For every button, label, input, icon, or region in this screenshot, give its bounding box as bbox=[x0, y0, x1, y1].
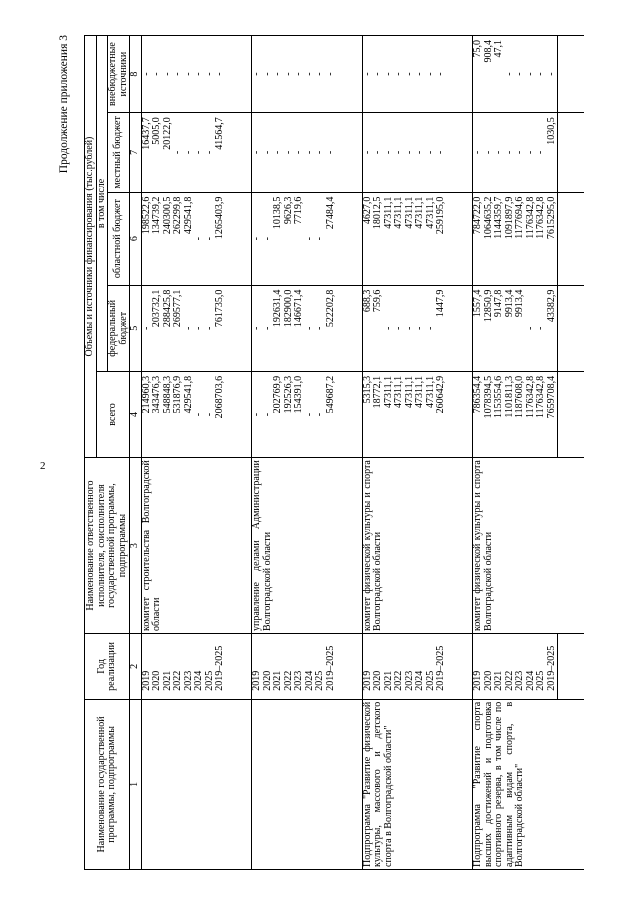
spacer-cell bbox=[558, 634, 584, 700]
local-value-cell: - bbox=[384, 113, 395, 192]
year-cell: 2019–2025 bbox=[547, 634, 558, 700]
spacer-cell bbox=[336, 36, 362, 113]
year-cell: 2019 bbox=[473, 634, 484, 700]
spacer-cell bbox=[558, 113, 584, 192]
total-value-cell: 47311,1 bbox=[394, 371, 405, 457]
year-cell: 2023 bbox=[184, 634, 195, 700]
spacer-cell bbox=[226, 113, 252, 192]
local-value-cell: - bbox=[305, 113, 316, 192]
total-value-cell: - bbox=[305, 371, 316, 457]
year-cell: 2021 bbox=[494, 634, 505, 700]
local-value-cell: - bbox=[252, 113, 263, 192]
extra-value-cell: - bbox=[215, 36, 226, 113]
local-value-cell: - bbox=[173, 113, 184, 192]
local-value-cell: - bbox=[515, 113, 526, 192]
spacer-cell bbox=[558, 371, 584, 457]
total-value-cell: 260642,9 bbox=[436, 371, 447, 457]
federal-value-cell: 1557,4 bbox=[473, 285, 484, 371]
total-value-cell: 429541,8 bbox=[184, 371, 195, 457]
regional-value-cell: 47311,1 bbox=[405, 192, 416, 285]
federal-value-cell: - bbox=[252, 285, 263, 371]
federal-value-cell: - bbox=[305, 285, 316, 371]
local-value-cell: - bbox=[473, 113, 484, 192]
header-colnum-5: 5 bbox=[130, 285, 142, 371]
extra-value-cell: - bbox=[526, 36, 537, 113]
extra-value-cell: - bbox=[547, 36, 558, 113]
header-federal: федеральный бюджет bbox=[108, 285, 130, 371]
year-cell: 2025 bbox=[426, 634, 437, 700]
regional-value-cell: 1177694,6 bbox=[515, 192, 526, 285]
regional-value-cell: 262299,8 bbox=[173, 192, 184, 285]
extra-value-cell: - bbox=[326, 36, 337, 113]
local-value-cell: - bbox=[436, 113, 447, 192]
federal-value-cell: - bbox=[384, 285, 395, 371]
local-value-cell: - bbox=[284, 113, 295, 192]
year-cell: 2024 bbox=[415, 634, 426, 700]
regional-value-cell: 1176342,8 bbox=[526, 192, 537, 285]
local-value-cell: - bbox=[494, 113, 505, 192]
regional-value-cell: 198522,6 bbox=[141, 192, 152, 285]
header-colnum-4: 4 bbox=[130, 371, 142, 457]
year-cell: 2019–2025 bbox=[326, 634, 337, 700]
total-value-cell: 531876,9 bbox=[173, 371, 184, 457]
extra-value-cell: - bbox=[436, 36, 447, 113]
spacer-cell bbox=[336, 113, 362, 192]
total-value-cell: 1101811,3 bbox=[505, 371, 516, 457]
spacer-cell bbox=[447, 113, 473, 192]
spacer-cell bbox=[226, 371, 252, 457]
program-name-cell bbox=[252, 699, 363, 869]
extra-value-cell: - bbox=[173, 36, 184, 113]
header-extra: внебюджетные источники bbox=[108, 36, 130, 113]
federal-value-cell: 522202,8 bbox=[326, 285, 337, 371]
local-value-cell: - bbox=[373, 113, 384, 192]
header-year: Год реализации bbox=[85, 634, 130, 700]
extra-value-cell: - bbox=[305, 36, 316, 113]
year-cell: 2020 bbox=[373, 634, 384, 700]
regional-value-cell: 47311,1 bbox=[394, 192, 405, 285]
year-cell: 2023 bbox=[294, 634, 305, 700]
total-value-cell: 5315,3 bbox=[362, 371, 373, 457]
spacer-cell bbox=[447, 192, 473, 285]
regional-value-cell: 27484,4 bbox=[326, 192, 337, 285]
extra-value-cell: - bbox=[426, 36, 437, 113]
regional-value-cell: 259195,0 bbox=[436, 192, 447, 285]
program-name-cell: Подпрограмма "Развитие физической культуры, массового и детского спорта в Волгоградской области" bbox=[362, 699, 473, 869]
local-value-cell: 5005,0 bbox=[152, 113, 163, 192]
federal-value-cell: - bbox=[205, 285, 216, 371]
year-cell: 2022 bbox=[505, 634, 516, 700]
total-value-cell: - bbox=[263, 371, 274, 457]
financing-table-wrapper bbox=[84, 35, 584, 870]
extra-value-cell: - bbox=[515, 36, 526, 113]
local-value-cell: - bbox=[362, 113, 373, 192]
federal-value-cell: - bbox=[415, 285, 426, 371]
year-cell: 2020 bbox=[152, 634, 163, 700]
header-regional: областной бюджет bbox=[108, 192, 130, 285]
spacer-cell bbox=[336, 371, 362, 457]
total-value-cell: 18772,1 bbox=[373, 371, 384, 457]
local-value-cell: - bbox=[294, 113, 305, 192]
extra-value-cell: - bbox=[294, 36, 305, 113]
regional-value-cell: 47311,1 bbox=[415, 192, 426, 285]
year-cell: 2020 bbox=[263, 634, 274, 700]
total-value-cell: 1176342,8 bbox=[526, 371, 537, 457]
spacer-cell bbox=[336, 634, 362, 700]
header-total: всего bbox=[96, 371, 130, 457]
total-value-cell: 192526,3 bbox=[284, 371, 295, 457]
regional-value-cell: 1176342,8 bbox=[536, 192, 547, 285]
extra-value-cell: - bbox=[184, 36, 195, 113]
extra-value-cell: - bbox=[394, 36, 405, 113]
federal-value-cell: - bbox=[536, 285, 547, 371]
local-value-cell: - bbox=[184, 113, 195, 192]
year-cell: 2021 bbox=[273, 634, 284, 700]
local-value-cell: - bbox=[205, 113, 216, 192]
extra-value-cell: - bbox=[284, 36, 295, 113]
regional-value-cell: - bbox=[205, 192, 216, 285]
page-number: 2 bbox=[40, 460, 46, 472]
total-value-cell: 7659708,4 bbox=[547, 371, 558, 457]
local-value-cell: - bbox=[315, 113, 326, 192]
executor-name-cell: управление делами Администрации Волгоградской области bbox=[252, 458, 363, 634]
federal-value-cell: - bbox=[263, 285, 274, 371]
total-value-cell: 343476,3 bbox=[152, 371, 163, 457]
federal-value-cell: 288425,8 bbox=[163, 285, 174, 371]
extra-value-cell: - bbox=[373, 36, 384, 113]
total-value-cell: 47311,1 bbox=[415, 371, 426, 457]
total-value-cell: 548848,3 bbox=[163, 371, 174, 457]
year-cell: 2022 bbox=[173, 634, 184, 700]
extra-value-cell: - bbox=[315, 36, 326, 113]
table-header bbox=[85, 36, 142, 870]
regional-value-cell: 7719,6 bbox=[294, 192, 305, 285]
header-program: Наименование государственной программы, подпрограммы bbox=[85, 699, 130, 869]
year-cell: 2020 bbox=[484, 634, 495, 700]
table-row bbox=[473, 36, 484, 870]
header-colnum-8: 8 bbox=[130, 36, 142, 113]
regional-value-cell: 429541,8 bbox=[184, 192, 195, 285]
executor-name-cell: комитет строительства Волгоградской области bbox=[141, 458, 252, 634]
spacer-cell bbox=[447, 371, 473, 457]
regional-value-cell: 1265403,9 bbox=[215, 192, 226, 285]
total-value-cell: 786354,4 bbox=[473, 371, 484, 457]
local-value-cell: 16437,7 bbox=[141, 113, 152, 192]
regional-value-cell: - bbox=[315, 192, 326, 285]
local-value-cell: - bbox=[536, 113, 547, 192]
federal-value-cell: 1447,9 bbox=[436, 285, 447, 371]
header-colnum-2: 2 bbox=[130, 634, 142, 700]
federal-value-cell: - bbox=[315, 285, 326, 371]
extra-value-cell: - bbox=[163, 36, 174, 113]
federal-value-cell: 182900,0 bbox=[284, 285, 295, 371]
year-cell: 2025 bbox=[536, 634, 547, 700]
total-value-cell: 47311,1 bbox=[426, 371, 437, 457]
federal-value-cell: - bbox=[394, 285, 405, 371]
regional-value-cell: - bbox=[305, 192, 316, 285]
extra-value-cell: 908,4 bbox=[484, 36, 495, 113]
local-value-cell: - bbox=[426, 113, 437, 192]
appendix-caption: Продолжение приложения 3 bbox=[58, 35, 70, 174]
year-cell: 2023 bbox=[405, 634, 416, 700]
total-value-cell: 2068703,6 bbox=[215, 371, 226, 457]
spacer-cell bbox=[447, 285, 473, 371]
year-cell: 2025 bbox=[205, 634, 216, 700]
local-value-cell: - bbox=[415, 113, 426, 192]
total-value-cell: 1153554,6 bbox=[494, 371, 505, 457]
federal-value-cell: 43382,9 bbox=[547, 285, 558, 371]
spacer-cell bbox=[226, 192, 252, 285]
spacer-cell bbox=[226, 285, 252, 371]
extra-value-cell: - bbox=[152, 36, 163, 113]
year-cell: 2025 bbox=[315, 634, 326, 700]
federal-value-cell: - bbox=[141, 285, 152, 371]
regional-value-cell: 18012,5 bbox=[373, 192, 384, 285]
year-cell: 2021 bbox=[384, 634, 395, 700]
header-colnum-3: 3 bbox=[130, 458, 142, 634]
extra-value-cell: - bbox=[362, 36, 373, 113]
total-value-cell: - bbox=[205, 371, 216, 457]
header-local: местный бюджет bbox=[108, 113, 130, 192]
local-value-cell: 20122,0 bbox=[163, 113, 174, 192]
total-value-cell: - bbox=[194, 371, 205, 457]
year-cell: 2019–2025 bbox=[215, 634, 226, 700]
regional-value-cell: 7615295,0 bbox=[547, 192, 558, 285]
local-value-cell: - bbox=[405, 113, 416, 192]
extra-value-cell: - bbox=[536, 36, 547, 113]
regional-value-cell: 9626,3 bbox=[284, 192, 295, 285]
executor-name-cell: комитет физической культуры и спорта Волгоградской области bbox=[473, 458, 584, 634]
federal-value-cell: 9147,8 bbox=[494, 285, 505, 371]
spacer-cell bbox=[558, 192, 584, 285]
federal-value-cell: - bbox=[405, 285, 416, 371]
extra-value-cell: - bbox=[384, 36, 395, 113]
extra-value-cell: - bbox=[205, 36, 216, 113]
header-financing-group: Объемы и источники финансирования (тыс.рублей) bbox=[85, 36, 97, 458]
regional-value-cell: - bbox=[194, 192, 205, 285]
federal-value-cell: 192631,4 bbox=[273, 285, 284, 371]
federal-value-cell: - bbox=[194, 285, 205, 371]
spacer-cell bbox=[447, 36, 473, 113]
header-colnum-7: 7 bbox=[130, 113, 142, 192]
financing-table bbox=[84, 35, 584, 870]
spacer-cell bbox=[558, 285, 584, 371]
year-cell: 2019 bbox=[252, 634, 263, 700]
spacer-cell bbox=[336, 285, 362, 371]
total-value-cell: 1187608,0 bbox=[515, 371, 526, 457]
total-value-cell: 202769,9 bbox=[273, 371, 284, 457]
regional-value-cell: 1144359,7 bbox=[494, 192, 505, 285]
total-value-cell: 1176342,8 bbox=[536, 371, 547, 457]
federal-value-cell: 9913,4 bbox=[515, 285, 526, 371]
local-value-cell: - bbox=[263, 113, 274, 192]
year-cell: 2021 bbox=[163, 634, 174, 700]
year-cell: 2019–2025 bbox=[436, 634, 447, 700]
local-value-cell: 1030,5 bbox=[547, 113, 558, 192]
extra-value-cell: 75,0 bbox=[473, 36, 484, 113]
extra-value-cell: - bbox=[273, 36, 284, 113]
year-cell: 2024 bbox=[305, 634, 316, 700]
header-colnum-1: 1 bbox=[130, 699, 142, 869]
total-value-cell: 47311,1 bbox=[405, 371, 416, 457]
table-row bbox=[362, 36, 373, 870]
regional-value-cell: - bbox=[263, 192, 274, 285]
total-value-cell: - bbox=[252, 371, 263, 457]
local-value-cell: 41564,7 bbox=[215, 113, 226, 192]
extra-value-cell: - bbox=[505, 36, 516, 113]
federal-value-cell: 203732,1 bbox=[152, 285, 163, 371]
federal-value-cell: - bbox=[526, 285, 537, 371]
federal-value-cell: - bbox=[426, 285, 437, 371]
header-including: в том числе bbox=[96, 36, 108, 372]
local-value-cell: - bbox=[273, 113, 284, 192]
regional-value-cell: 4627,0 bbox=[362, 192, 373, 285]
regional-value-cell: 784722,0 bbox=[473, 192, 484, 285]
regional-value-cell: 47311,1 bbox=[384, 192, 395, 285]
program-name-cell bbox=[141, 699, 252, 869]
table-row bbox=[252, 36, 263, 870]
regional-value-cell: - bbox=[252, 192, 263, 285]
local-value-cell: - bbox=[326, 113, 337, 192]
year-cell: 2019 bbox=[362, 634, 373, 700]
regional-value-cell: 134739,2 bbox=[152, 192, 163, 285]
header-colnum-6: 6 bbox=[130, 192, 142, 285]
total-value-cell: 154391,0 bbox=[294, 371, 305, 457]
total-value-cell: 47311,1 bbox=[384, 371, 395, 457]
spacer-cell bbox=[558, 36, 584, 113]
extra-value-cell: - bbox=[252, 36, 263, 113]
regional-value-cell: 1091897,9 bbox=[505, 192, 516, 285]
regional-value-cell: 47311,1 bbox=[426, 192, 437, 285]
regional-value-cell: 240300,5 bbox=[163, 192, 174, 285]
federal-value-cell: 688,3 bbox=[362, 285, 373, 371]
year-cell: 2024 bbox=[526, 634, 537, 700]
regional-value-cell: 10138,5 bbox=[273, 192, 284, 285]
year-cell: 2019 bbox=[141, 634, 152, 700]
extra-value-cell: - bbox=[194, 36, 205, 113]
executor-name-cell: комитет физической культуры и спорта Волгоградской области bbox=[362, 458, 473, 634]
extra-value-cell: 47,1 bbox=[494, 36, 505, 113]
spacer-cell bbox=[447, 634, 473, 700]
federal-value-cell: 146671,4 bbox=[294, 285, 305, 371]
year-cell: 2024 bbox=[194, 634, 205, 700]
spacer-cell bbox=[226, 634, 252, 700]
table-row bbox=[141, 36, 152, 870]
total-value-cell: 214960,3 bbox=[141, 371, 152, 457]
federal-value-cell: 9913,4 bbox=[505, 285, 516, 371]
total-value-cell: - bbox=[315, 371, 326, 457]
total-value-cell: 549687,2 bbox=[326, 371, 337, 457]
local-value-cell: - bbox=[194, 113, 205, 192]
table-body bbox=[141, 36, 584, 870]
federal-value-cell: 759,6 bbox=[373, 285, 384, 371]
year-cell: 2022 bbox=[394, 634, 405, 700]
spacer-cell bbox=[336, 192, 362, 285]
extra-value-cell: - bbox=[263, 36, 274, 113]
local-value-cell: - bbox=[505, 113, 516, 192]
extra-value-cell: - bbox=[141, 36, 152, 113]
year-cell: 2023 bbox=[515, 634, 526, 700]
local-value-cell: - bbox=[484, 113, 495, 192]
spacer-cell bbox=[226, 36, 252, 113]
rotated-page-content bbox=[52, 35, 612, 870]
federal-value-cell: - bbox=[184, 285, 195, 371]
program-name-cell: Подпрограмма "Развитие спорта высших достижений и подготовка спортивного резерва, в том числе по адаптивным видам спорта, в Волгоградской области" bbox=[473, 699, 584, 869]
extra-value-cell: - bbox=[415, 36, 426, 113]
header-executor: Наименование ответственного исполнителя, соисполнителя государственной программы, подпрограммы bbox=[85, 458, 130, 634]
regional-value-cell: 1064635,2 bbox=[484, 192, 495, 285]
local-value-cell: - bbox=[526, 113, 537, 192]
federal-value-cell: 12850,9 bbox=[484, 285, 495, 371]
year-cell: 2022 bbox=[284, 634, 295, 700]
extra-value-cell: - bbox=[405, 36, 416, 113]
local-value-cell: - bbox=[394, 113, 405, 192]
federal-value-cell: 761735,0 bbox=[215, 285, 226, 371]
total-value-cell: 1078394,5 bbox=[484, 371, 495, 457]
federal-value-cell: 269577,1 bbox=[173, 285, 184, 371]
